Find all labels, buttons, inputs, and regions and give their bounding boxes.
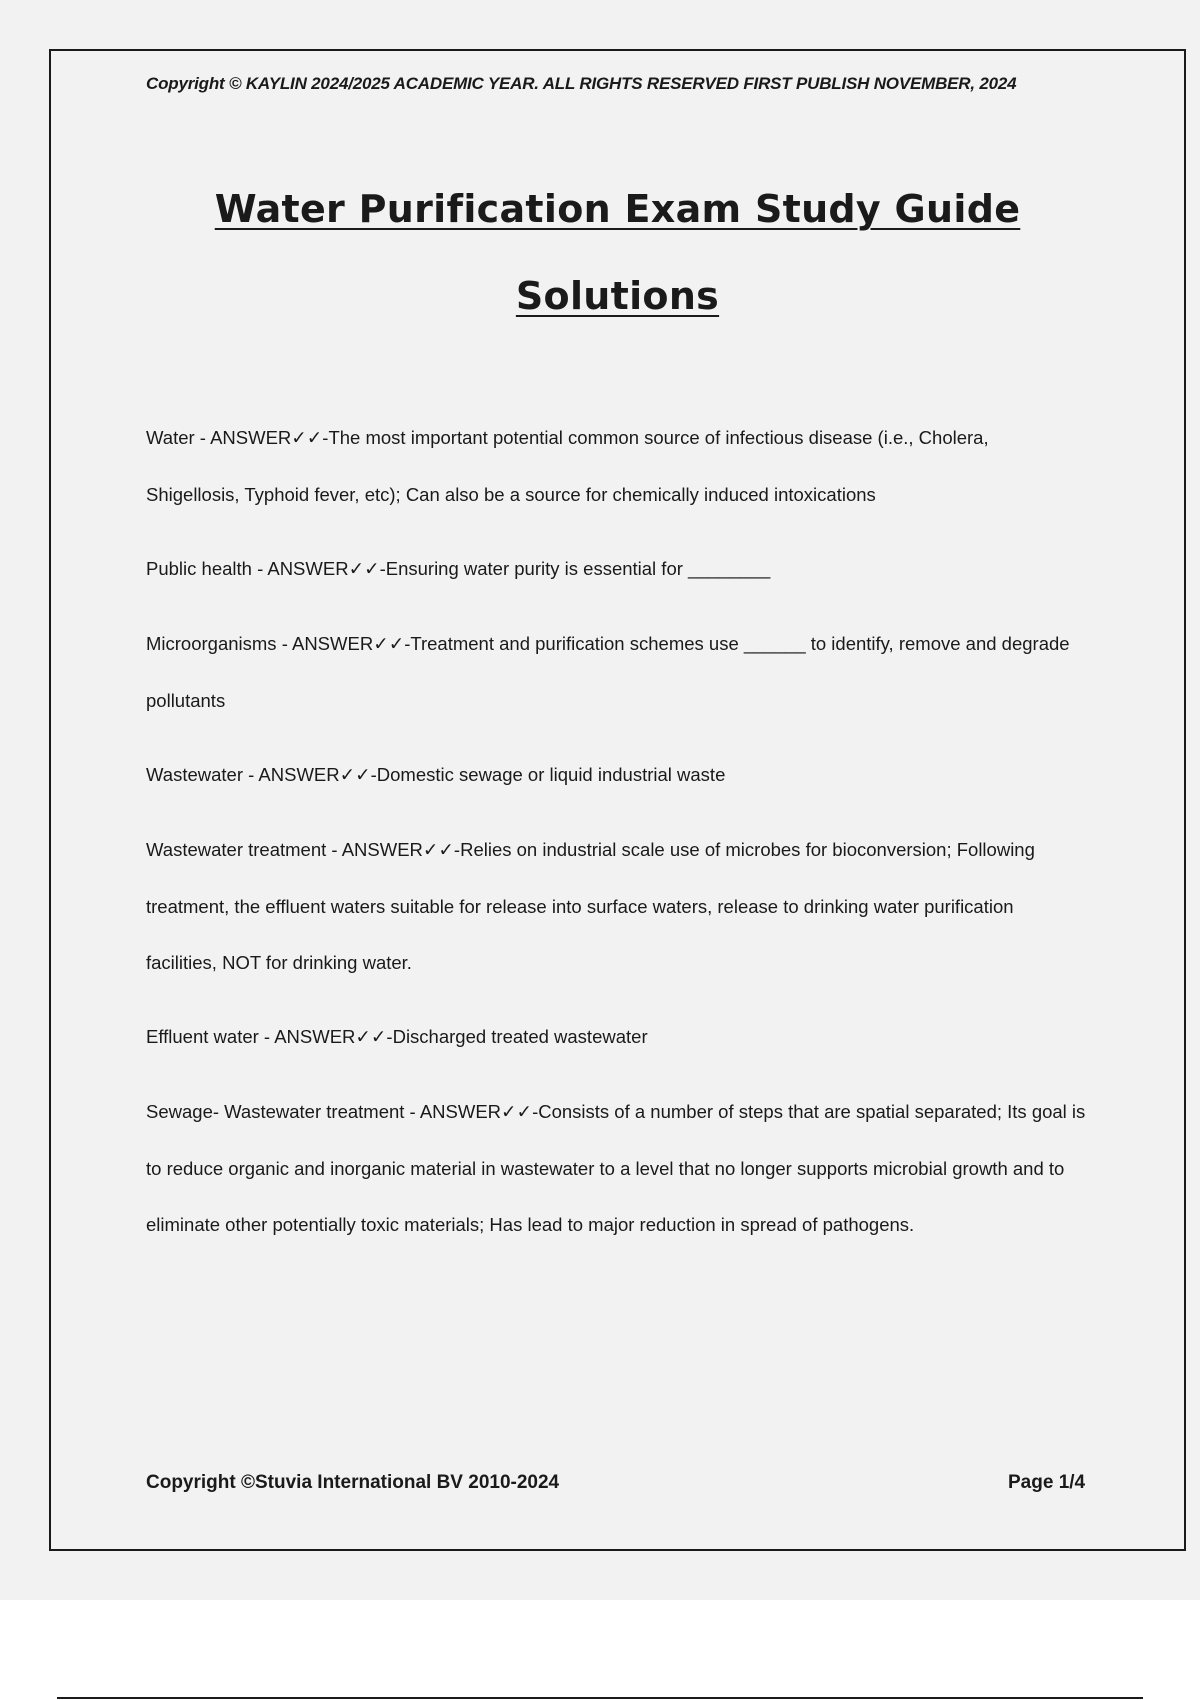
qa-item	[146, 822, 1086, 991]
qa-separator: -	[258, 1026, 275, 1047]
double-check-icon: ✓✓	[339, 765, 371, 786]
qa-answer-label: ANSWER	[419, 1101, 502, 1122]
qa-item	[146, 1084, 1086, 1253]
qa-item	[146, 747, 1086, 804]
qa-answer-label: ANSWER	[341, 839, 423, 860]
qa-definition: -Discharged treated wastewater	[386, 1026, 648, 1047]
qa-separator: -	[326, 839, 342, 860]
qa-term: Water	[146, 427, 195, 448]
qa-definition: -Consists of a number of steps that are spatial separated; Its goal is to reduce organic and inorganic material in wastewater to a level that no longer supports microbial growth and to eliminate other potentially toxic materials; Has lead to major reduction in spread of pathogens.	[146, 1101, 1086, 1235]
qa-answer-label: ANSWER	[267, 558, 349, 579]
double-check-icon: ✓✓	[355, 1027, 387, 1048]
footer-copyright: Copyright ©Stuvia International BV 2010-2024	[146, 1472, 560, 1493]
page-number: Page 1/4	[1008, 1472, 1086, 1493]
qa-item	[146, 541, 1086, 598]
qa-answer-label: ANSWER	[258, 764, 340, 785]
qa-term: Sewage- Wastewater treatment	[146, 1101, 405, 1122]
qa-definition: -Domestic sewage or liquid industrial waste	[370, 764, 726, 785]
qa-separator: -	[242, 764, 259, 785]
double-check-icon: ✓✓	[291, 428, 323, 449]
qa-separator: -	[251, 558, 268, 579]
title-line-2: Solutions	[515, 274, 720, 318]
qa-answer-label: ANSWER	[291, 633, 374, 654]
qa-term: Wastewater	[146, 764, 243, 785]
qa-term: Wastewater treatment	[146, 839, 327, 860]
qa-item	[146, 410, 1086, 523]
qa-separator: -	[276, 633, 292, 654]
qa-term: Effluent water	[146, 1026, 259, 1047]
title-line-1: Water Purification Exam Study Guide	[214, 187, 1021, 231]
qa-separator: -	[194, 427, 211, 448]
double-check-icon: ✓✓	[501, 1102, 533, 1123]
qa-definition: -Treatment and purification schemes use ______ to identify, remove and degrade pollutants	[146, 633, 1070, 711]
double-check-icon: ✓✓	[422, 840, 454, 861]
qa-list	[146, 410, 1086, 1271]
qa-definition: -The most important potential common source of infectious disease (i.e., Cholera, Shigellosis, Typhoid fever, etc); Can also be a source for chemically induced intoxications	[146, 427, 989, 505]
qa-answer-label: ANSWER	[210, 427, 292, 448]
double-check-icon: ✓✓	[348, 559, 380, 580]
next-page-divider	[57, 1697, 1143, 1699]
qa-term: Microorganisms	[146, 633, 277, 654]
qa-answer-label: ANSWER	[274, 1026, 356, 1047]
qa-separator: -	[404, 1101, 420, 1122]
qa-definition: -Ensuring water purity is essential for ________	[379, 558, 771, 579]
qa-term: Public health	[146, 558, 252, 579]
double-check-icon: ✓✓	[373, 634, 405, 655]
header-copyright: Copyright © KAYLIN 2024/2025 ACADEMIC YEAR. ALL RIGHTS RESERVED FIRST PUBLISH NOVEMBER, 2024	[146, 74, 1017, 93]
qa-item	[146, 616, 1086, 729]
document-title	[0, 166, 1200, 340]
qa-definition: -Relies on industrial scale use of microbes for bioconversion; Following treatment, the effluent waters suitable for release into surface waters, release to drinking water purification facilities, NOT for drinking water.	[146, 839, 1035, 973]
qa-item	[146, 1009, 1086, 1066]
